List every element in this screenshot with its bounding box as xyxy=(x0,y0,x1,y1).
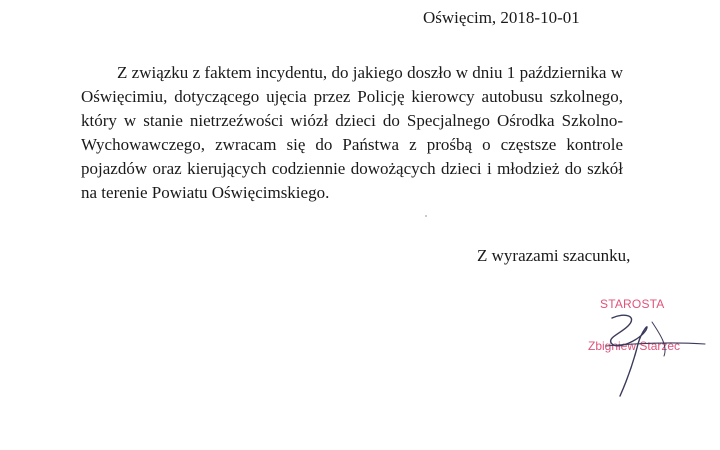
closing-salutation: Z wyrazami szacunku, xyxy=(477,246,631,265)
date-line: Oświęcim, 2018-10-01 xyxy=(423,8,580,27)
signature-stroke-main xyxy=(611,315,648,396)
scan-speck xyxy=(425,215,427,217)
stamp-title: STAROSTA xyxy=(600,297,665,311)
stamp-name: Zbigniew Starzec xyxy=(588,339,681,353)
letter-body: Z związku z faktem incydentu, do jakiego doszło w dniu 1 października w Oświęcimiu, dotyczącego ujęcia przez Policję kierowcy autobusu szkolnego, który w stanie nietrzeźwości wiózł dzieci do Specjalnego Ośrodka Szkolno-Wychowawczego, zwracam się do Państwa z prośbą o częstsze kontrole pojazdów oraz kierujących codziennie dowożących dzieci i młodzież do szkół na terenie Powiatu Oświęcimskiego. xyxy=(81,63,623,202)
